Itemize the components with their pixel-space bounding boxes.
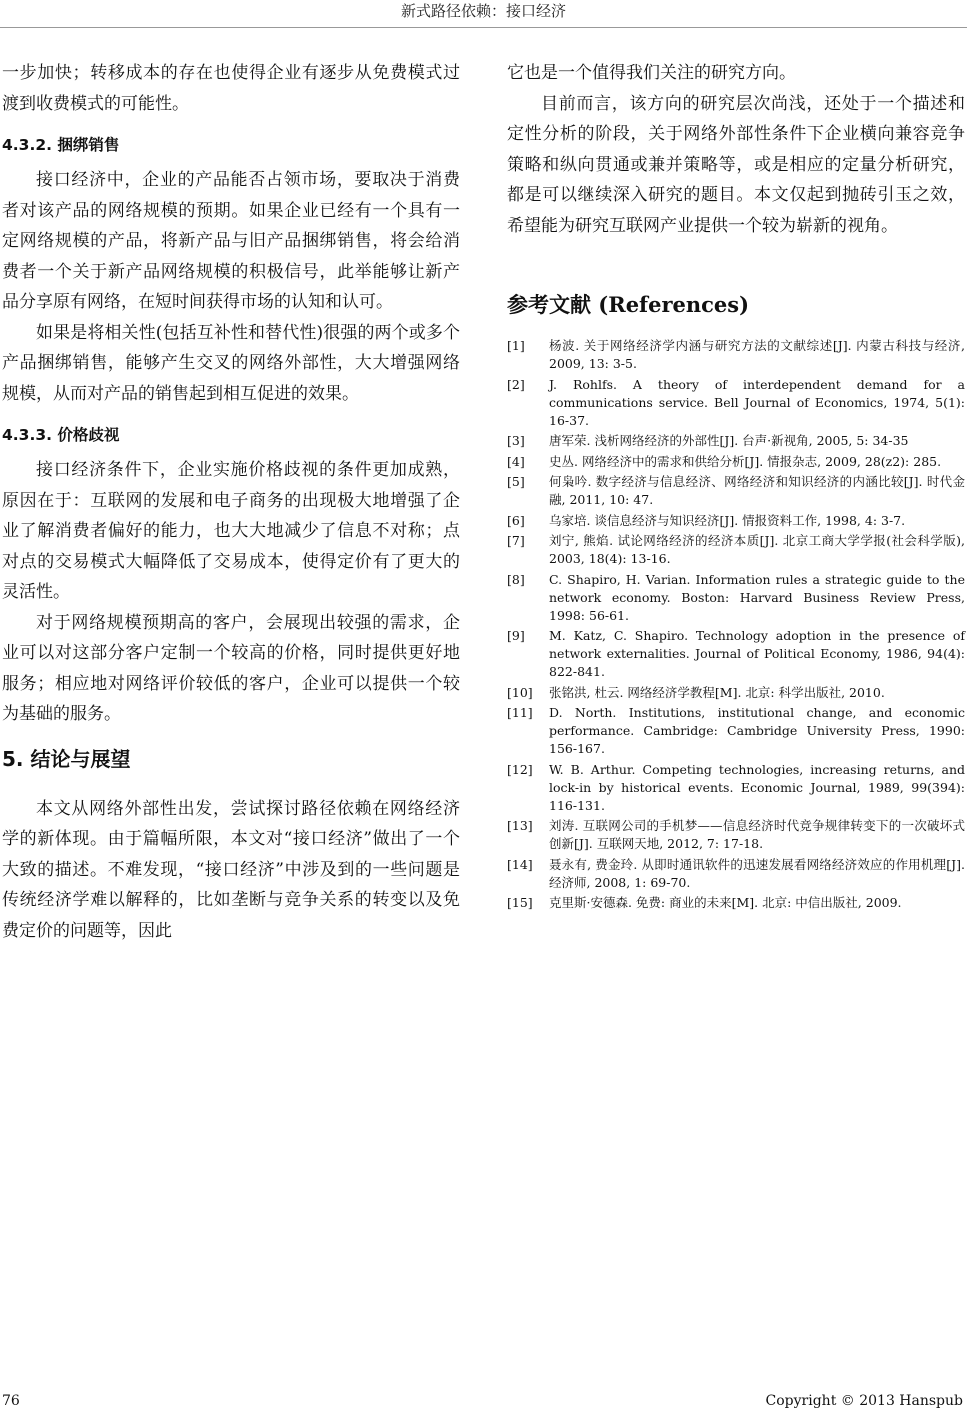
reference-item <box>507 473 965 509</box>
reference-text: 克里斯·安德森. 免费: 商业的未来[M]. 北京: 中信出版社, 2009. <box>549 895 902 910</box>
reference-number: [5] <box>507 474 525 489</box>
reference-number: [8] <box>507 571 525 587</box>
reference-text: 杨波. 关于网络经济学内涵与研究方法的文献综述[J]. 内蒙古科技与经济, 2009, 13: 3-5. <box>549 338 965 371</box>
paragraph: 接口经济条件下，企业实施价格歧视的条件更加成熟，原因在于：互联网的发展和电子商务的出现极大地增强了企业了解消费者偏好的能力，也大大地减少了信息不对称；点对点的交易模式大幅降低了交易成本，使得定价有了更大的灵活性。 <box>2 460 460 602</box>
reference-text: 刘涛. 互联网公司的手机梦——信息经济时代竞争规律转变下的一次破坏式创新[J]. 互联网天地, 2012, 7: 17-18. <box>549 818 965 851</box>
reference-item <box>507 571 965 625</box>
page-number: 76 <box>2 1393 20 1409</box>
reference-number: [7] <box>507 533 525 548</box>
reference-text: 刘宁, 熊焰. 试论网络经济的经济本质[J]. 北京工商大学学报(社会科学版), 2003, 18(4): 13-16. <box>549 533 965 566</box>
reference-number: [1] <box>507 338 525 353</box>
reference-text: 张铭洪, 杜云. 网络经济学教程[M]. 北京: 科学出版社, 2010. <box>549 684 885 700</box>
reference-item <box>507 432 965 450</box>
reference-text: C. Shapiro, H. Varian. Information rules a strategic guide to the network economy. Boston: Harvard Business Review Press, 1998: 56-61. <box>549 571 965 623</box>
reference-text: J. Rohlfs. A theory of interdependent demand for a communications service. Bell Journal of Economics, 1974, 5(1): 16-37. <box>549 376 965 428</box>
references-list <box>507 337 965 912</box>
reference-item <box>507 761 965 815</box>
section-heading-4-3-2: 4.3.2. 捆绑销售 <box>2 136 120 154</box>
reference-number: [9] <box>507 628 525 643</box>
right-column <box>507 58 965 915</box>
reference-text: 聂永有, 费金玲. 从即时通讯软件的迅速发展看网络经济效应的作用机理[J]. 经济师, 2008, 1: 69-70. <box>549 856 965 890</box>
reference-number: [6] <box>507 512 525 528</box>
reference-item <box>507 532 965 568</box>
header-divider <box>0 27 967 28</box>
reference-item <box>507 894 965 912</box>
reference-item <box>507 704 965 758</box>
section-heading-4-3-3: 4.3.3. 价格歧视 <box>2 426 120 444</box>
reference-item <box>507 376 965 430</box>
reference-text: 乌家培. 谈信息经济与知识经济[J]. 情报资料工作, 1998, 4: 3-7. <box>549 512 906 528</box>
copyright-notice: Copyright © 2013 Hanspub <box>765 1393 963 1409</box>
reference-item <box>507 453 965 471</box>
reference-number: [12] <box>507 761 533 777</box>
reference-text: D. North. Institutions, institutional change, and economic performance. Cambridge: Cambridge University Press, 1990: 156-167. <box>549 705 965 756</box>
paragraph: 接口经济中，企业的产品能否占领市场，要取决于消费者对该产品的网络规模的预期。如果企业已经有一个具有一定网络规模的产品，将新产品与旧产品捆绑销售，将会给消费者一个关于新产品网络规模的积极信号，此举能够让新产品分享原有网络，在短时间获得市场的认知和认可。 <box>2 170 460 312</box>
reference-item <box>507 856 965 892</box>
section-heading-5: 5. 结论与展望 <box>2 746 131 771</box>
reference-number: [4] <box>507 453 525 469</box>
reference-number: [2] <box>507 376 525 392</box>
paragraph: 本文从网络外部性出发，尝试探讨路径依赖在网络经济学的新体现。由于篇幅所限，本文对“接口经济”做出了一个大致的描述。不难发现，“接口经济”中涉及到的一些问题是传统经济学难以解释的，比如垄断与竞争关系的转变以及免费定价的问题等，因此 <box>2 798 460 941</box>
reference-text: 何枭吟. 数字经济与信息经济、网络经济和知识经济的内涵比较[J]. 时代金融, 2011, 10: 47. <box>549 474 965 507</box>
reference-number: [11] <box>507 705 533 720</box>
reference-number: [13] <box>507 818 533 833</box>
reference-text: M. Katz, C. Shapiro. Technology adoption in the presence of network externalities. Journal of Political Economy, 1986, 94(4): 822-841. <box>549 628 965 679</box>
reference-item <box>507 337 965 373</box>
reference-number: [14] <box>507 856 533 872</box>
reference-item <box>507 512 965 530</box>
paragraph: 一步加快；转移成本的存在也使得企业有逐步从免费模式过渡到收费模式的可能性。 <box>2 63 460 114</box>
reference-number: [15] <box>507 895 533 910</box>
reference-text: 史丛. 网络经济中的需求和供给分析[J]. 情报杂志, 2009, 28(z2): 285. <box>549 453 942 469</box>
references-title: 参考文献 (References) <box>507 292 750 317</box>
left-column <box>2 58 460 946</box>
reference-item <box>507 684 965 702</box>
paragraph: 它也是一个值得我们关注的研究方向。 <box>507 63 796 83</box>
running-header: 新式路径依赖：接口经济 <box>400 2 566 20</box>
paragraph: 对于网络规模预期高的客户，会展现出较强的需求，企业可以对这部分客户定制一个较高的价格，同时提供更好地服务；相应地对网络评价较低的客户，企业可以提供一个较为基础的服务。 <box>2 612 460 724</box>
reference-number: [3] <box>507 433 525 448</box>
reference-text: W. B. Arthur. Competing technologies, increasing returns, and lock-in by historical events. Economic Journal, 1989, 99(394): 116-131. <box>549 761 965 813</box>
reference-item <box>507 627 965 681</box>
reference-item <box>507 817 965 853</box>
reference-text: 唐军荣. 浅析网络经济的外部性[J]. 台声·新视角, 2005, 5: 34-35 <box>549 433 909 448</box>
paragraph: 如果是将相关性(包括互补性和替代性)很强的两个或多个产品捆绑销售，能够产生交叉的网络外部性，大大增强网络规模，从而对产品的销售起到相互促进的效果。 <box>2 322 460 404</box>
paragraph: 目前而言，该方向的研究层次尚浅，还处于一个描述和定性分析的阶段，关于网络外部性条件下企业横向兼容竞争策略和纵向贯通或兼并策略等，或是相应的定量分析研究，都是可以继续深入研究的题目。本文仅起到抛砖引玉之效，希望能为研究互联网产业提供一个较为崭新的视角。 <box>507 93 965 236</box>
reference-number: [10] <box>507 684 533 700</box>
